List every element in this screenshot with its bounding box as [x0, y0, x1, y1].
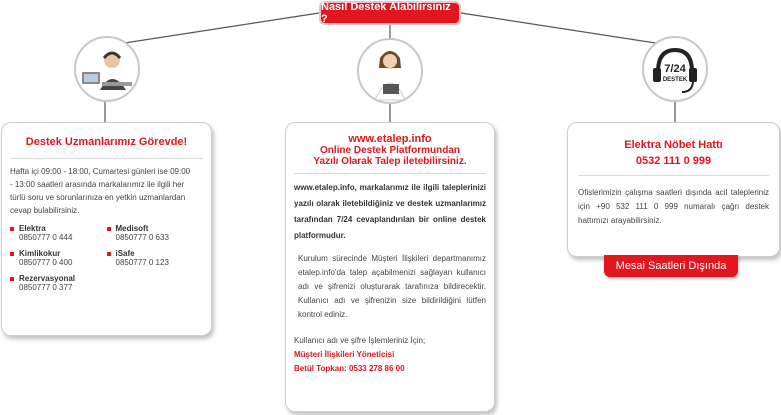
duty-line-phone[interactable]: 0532 111 0 999 — [635, 155, 712, 167]
support-hours-description: Hafta içi 09:00 - 18:00, Cumartesi günleri ise 09:00 - 13:00 saatleri arasında markalarımız ile ilgili her türlü soru ve sorunlarınıza en yetkin uzmanlardan cevap bulabilirsiniz. — [10, 167, 191, 215]
divider — [578, 175, 769, 176]
bullet-icon — [10, 252, 14, 256]
contact-name: Rezervasyonal — [19, 274, 76, 283]
duty-line-description: Ofislerimizin çalışma saatleri dışında acil talepleriniz için +90 532 111 0 999 numaralı çağrı destek hattımızı arayabilirsiniz. — [578, 188, 769, 225]
credentials-info: Kurulum sürecinde Müşteri İlişkileri departmanımız etalep.info'da talep açabilmenizi sağlayan kullanıcı adı ve şifrenizi oluşturarak tarafınıza bildirecektir. Kullanıcı adı ve şifrenizin size bildirildiğini lütfen kontrol ediniz. — [298, 254, 486, 319]
brand-contacts — [10, 224, 203, 292]
duty-line-title: Elektra Nöbet Hattı — [624, 139, 723, 151]
contact-name: iSafe — [115, 249, 135, 258]
contact-name: Medisoft — [115, 224, 149, 233]
contact-phone: 0850777 0 444 — [19, 233, 73, 242]
contact-phone: 0850777 0 400 — [19, 258, 73, 267]
contact-medisoft — [107, 224, 204, 242]
destek-label: DESTEK — [662, 77, 688, 83]
bullet-icon — [10, 277, 14, 281]
contact-phone: 0850777 0 377 — [19, 283, 73, 292]
duty-line-card — [567, 122, 780, 257]
bullet-icon — [10, 227, 14, 231]
divider — [294, 173, 486, 174]
bullet-icon — [107, 227, 111, 231]
seven-twenty-four-label: 7/24 — [664, 63, 686, 75]
customer-relations-contact[interactable]: Betül Topkan: 0533 278 86 00 — [294, 364, 405, 373]
etalep-title-line1[interactable]: www.etalep.info — [348, 133, 432, 145]
credentials-contact-intro: Kullanıcı adı ve şifre İşlemleriniz İçin; — [294, 336, 426, 345]
support-experts-title: Destek Uzmanlarımız Görevde! — [25, 136, 188, 148]
etalep-title-line2: Online Destek Platformundan — [319, 145, 461, 156]
contact-name: Kimlikokur — [19, 249, 61, 258]
etalep-title-line3: Yazılı Olarak Talep iletebilirsiniz. — [313, 156, 467, 167]
customer-relations-manager: Müşteri İlişkileri Yöneticisi — [294, 350, 395, 359]
bullet-icon — [107, 252, 111, 256]
after-hours-badge: Mesai Saatleri Dışında — [604, 255, 738, 277]
contact-isafe — [107, 249, 204, 267]
online-support-card — [285, 122, 495, 412]
headset-7-24-icon — [642, 36, 708, 102]
contact-phone: 0850777 0 123 — [115, 258, 169, 267]
etalep-description: www.etalep.info, markalarımız ile ilgili taleplerinizi yazılı olarak iletebildiğiniz ve destek uzmanlarımız tarafından 7/24 cevaplandırılan bir online destek platformudur. — [294, 183, 486, 240]
contact-phone: 0850777 0 633 — [115, 233, 169, 242]
online-support-agent-icon — [357, 38, 423, 104]
support-agent-headset-icon — [74, 36, 140, 102]
contact-kimlikokur — [10, 249, 107, 267]
divider — [10, 158, 203, 159]
contact-rezervasyonal — [10, 274, 107, 292]
contact-elektra — [10, 224, 107, 242]
contact-name: Elektra — [19, 224, 46, 233]
how-to-get-support-title: Nasıl Destek Alabilirsiniz ? — [319, 1, 461, 25]
support-experts-card — [1, 122, 212, 336]
